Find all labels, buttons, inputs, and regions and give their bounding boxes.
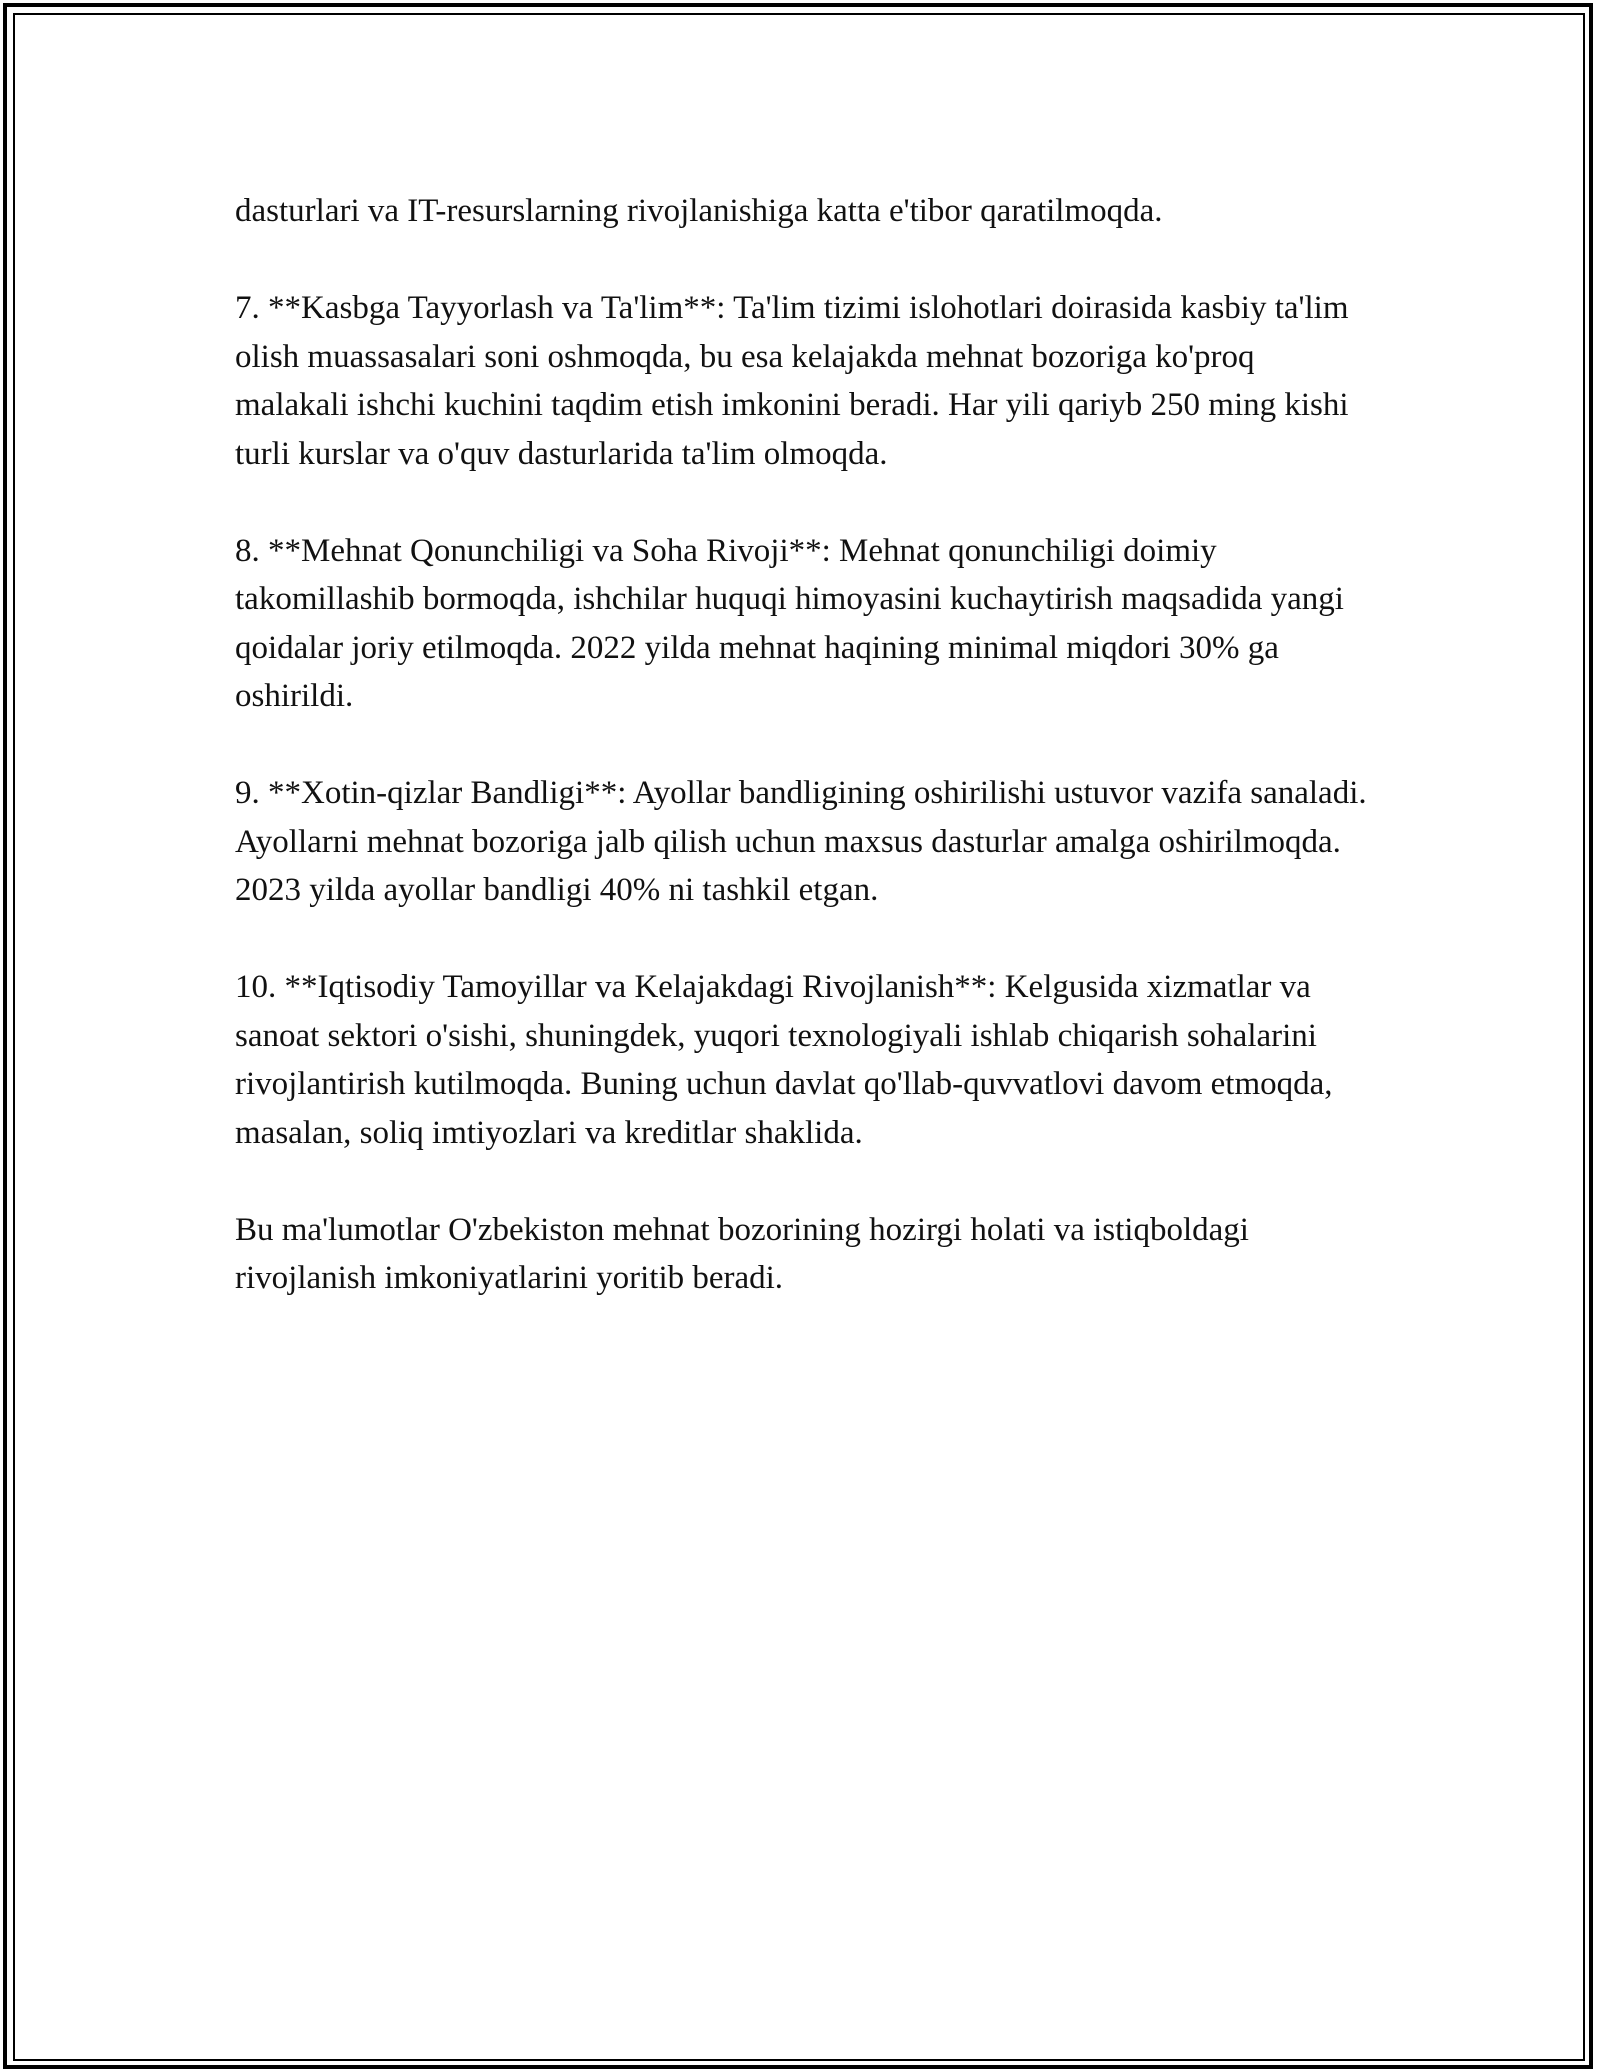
paragraph-conclusion: Bu ma'lumotlar O'zbekiston mehnat bozorining hozirgi holati va istiqboldagi rivojlanish imkoniyatlarini yoritib beradi.: [235, 1211, 1249, 1296]
paragraph-item-9: 9. **Xotin-qizlar Bandligi**: Ayollar bandligining oshirilishi ustuvor vazifa sanaladi. Ayollarni mehnat bozoriga jalb qilish uchun maxsus dasturlar amalga oshirilmoqda. 2023 yilda ayollar bandligi 40% ni tashkil etgan.: [235, 775, 1367, 908]
paragraph-item-8: 8. **Mehnat Qonunchiligi va Soha Rivoji**: Mehnat qonunchiligi doimiy takomillashib bormoqda, ishchilar huquqi himoyasini kuchaytirish maqsadida yangi qoidalar joriy etilmoqda. 2022 yilda mehnat haqining minimal miqdori 30% ga oshirildi.: [235, 532, 1344, 714]
paragraph-continuation: dasturlari va IT-resurslarning rivojlanishiga katta e'tibor qaratilmoqda.: [235, 193, 1163, 229]
paragraph-item-7: 7. **Kasbga Tayyorlash va Ta'lim**: Ta'lim tizimi islohotlari doirasida kasbiy ta'lim olish muassasalari soni oshmoqda, bu esa kelajakda mehnat bozoriga ko'proq malakali ishchi kuchini taqdim etish imkonini beradi. Har yili qariyb 250 ming kishi turli kurslar va o'quv dasturlarida ta'lim olmoqda.: [235, 290, 1349, 472]
document-body: [235, 187, 1375, 1351]
paragraph-item-10: 10. **Iqtisodiy Tamoyillar va Kelajakdagi Rivojlanish**: Kelgusida xizmatlar va sanoat sektori o'sishi, shuningdek, yuqori texnologiyali ishlab chiqarish sohalarini rivojlantirish kutilmoqda. Buning uchun davlat qo'llab-quvvatlovi davom etmoqda, masalan, soliq imtiyozlari va kreditlar shaklida.: [235, 969, 1333, 1151]
